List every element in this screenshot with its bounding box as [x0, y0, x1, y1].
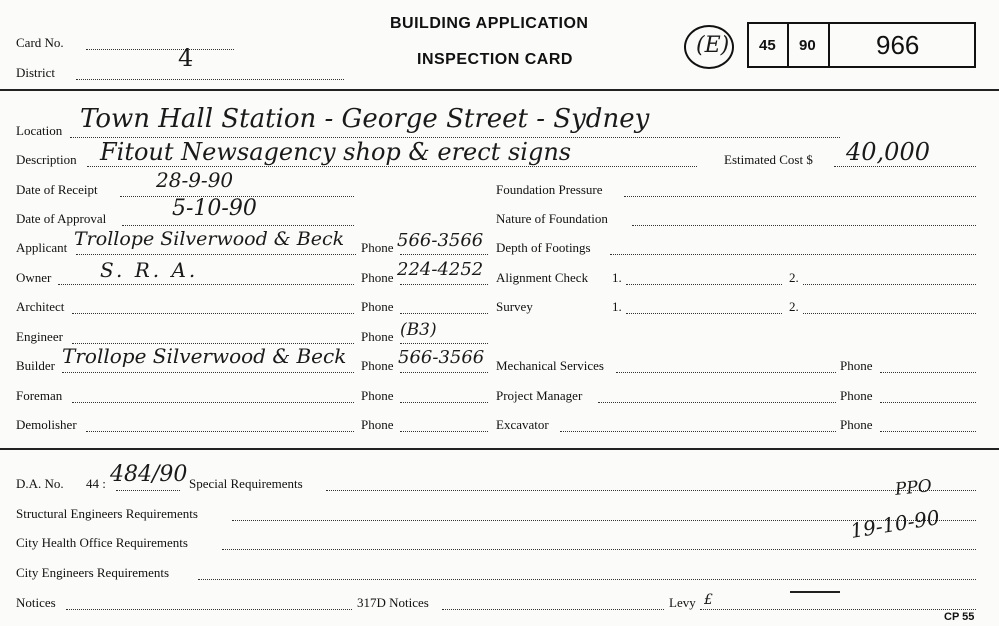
mech-services-label: Mechanical Services	[496, 358, 604, 373]
da-line[interactable]	[116, 490, 180, 491]
depth-footings-label: Depth of Footings	[496, 240, 591, 255]
card-number-value: 966	[876, 30, 920, 60]
da-value: 484/90	[110, 462, 188, 487]
applicant-line[interactable]	[76, 254, 356, 255]
levy-line[interactable]	[700, 609, 976, 610]
estimated-cost-line[interactable]	[834, 166, 976, 167]
notices-line[interactable]	[66, 609, 352, 610]
alignment-check-label: Alignment Check	[496, 270, 589, 285]
owner-label: Owner	[16, 270, 52, 285]
applicant-label: Applicant	[16, 240, 68, 255]
foreman-phone-line[interactable]	[400, 402, 488, 403]
da-label: D.A. No.	[16, 476, 64, 491]
structural-label: Structural Engineers Requirements	[16, 506, 198, 521]
levy-label: Levy	[669, 595, 696, 610]
engineer-phone-value: (B3)	[400, 320, 437, 340]
foreman-label: Foreman	[16, 388, 63, 403]
demolisher-label: Demolisher	[16, 417, 77, 432]
architect-label: Architect	[16, 299, 65, 314]
date-receipt-label: Date of Receipt	[16, 182, 98, 197]
form-title-line2: INSPECTION CARD	[417, 51, 573, 68]
project-manager-line[interactable]	[598, 402, 836, 403]
owner-phone-value: 224-4252	[397, 259, 484, 280]
builder-line[interactable]	[62, 372, 354, 373]
owner-line[interactable]	[58, 284, 354, 285]
notices-317d-line[interactable]	[442, 609, 664, 610]
date-receipt-value: 28-9-90	[156, 168, 234, 192]
special-req-line[interactable]	[326, 490, 976, 491]
applicant-value: Trollope Silverwood & Beck	[74, 228, 345, 250]
survey-num2: 2.	[789, 299, 799, 314]
notices-label: Notices	[16, 595, 56, 610]
builder-phone-value: 566-3566	[398, 347, 485, 368]
owner-phone-line[interactable]	[400, 284, 488, 285]
health-line[interactable]	[222, 549, 976, 550]
applicant-phone-label: Phone	[361, 240, 394, 255]
demolisher-line[interactable]	[86, 431, 354, 432]
code-box-b	[787, 22, 830, 68]
owner-value: S. R. A.	[100, 258, 199, 282]
description-line[interactable]	[87, 166, 697, 167]
applicant-phone-value: 566-3566	[397, 230, 484, 251]
city-eng-line[interactable]	[198, 579, 976, 580]
location-label: Location	[16, 123, 63, 138]
architect-line[interactable]	[72, 313, 354, 314]
project-manager-phone-line[interactable]	[880, 402, 976, 403]
project-manager-phone-label: Phone	[840, 388, 873, 403]
card-no-label: Card No.	[16, 35, 64, 50]
circle-stamp	[684, 25, 734, 69]
levy-value: £	[704, 592, 713, 608]
estimated-cost-value: 40,000	[846, 138, 930, 166]
form-title-line1: BUILDING APPLICATION	[390, 15, 589, 32]
foreman-line[interactable]	[72, 402, 354, 403]
owner-phone-label: Phone	[361, 270, 394, 285]
depth-footings-line[interactable]	[610, 254, 976, 255]
health-label: City Health Office Requirements	[16, 535, 188, 550]
excavator-phone-label: Phone	[840, 417, 873, 432]
header-divider	[0, 89, 999, 91]
mech-services-phone-label: Phone	[840, 358, 873, 373]
description-label: Description	[16, 152, 77, 167]
date-approval-line[interactable]	[122, 225, 354, 226]
circle-stamp-mark: (E)	[696, 33, 730, 58]
engineer-phone-label: Phone	[361, 329, 394, 344]
excavator-line[interactable]	[560, 431, 836, 432]
foundation-pressure-line[interactable]	[624, 196, 976, 197]
district-value: 4	[178, 44, 194, 72]
form-code: CP 55	[944, 611, 975, 623]
district-line[interactable]	[76, 79, 344, 80]
description-value: Fitout Newsagency shop & erect signs	[100, 138, 572, 166]
estimated-cost-label: Estimated Cost $	[724, 152, 813, 167]
survey-line1[interactable]	[626, 313, 782, 314]
city-eng-label: City Engineers Requirements	[16, 565, 170, 580]
builder-value: Trollope Silverwood & Beck	[62, 344, 347, 368]
architect-phone-label: Phone	[361, 299, 394, 314]
code-box-a-value: 45	[759, 37, 776, 54]
excavator-label: Excavator	[496, 417, 549, 432]
ppo-date: 19-10-90	[848, 505, 942, 543]
demolisher-phone-label: Phone	[361, 417, 394, 432]
card-no-line[interactable]	[86, 49, 234, 50]
survey-line2[interactable]	[803, 313, 976, 314]
foreman-phone-label: Phone	[361, 388, 394, 403]
builder-phone-label: Phone	[361, 358, 394, 373]
foundation-pressure-label: Foundation Pressure	[496, 182, 603, 197]
footer-divider	[0, 448, 999, 450]
builder-label: Builder	[16, 358, 55, 373]
alignment-check-num2: 2.	[789, 270, 799, 285]
code-box-a	[747, 22, 789, 68]
mech-services-phone-line[interactable]	[880, 372, 976, 373]
survey-label: Survey	[496, 299, 533, 314]
applicant-phone-line[interactable]	[400, 254, 488, 255]
notices-317d-label: 317D Notices	[357, 595, 429, 610]
levy-stroke	[790, 591, 840, 593]
engineer-phone-line[interactable]	[400, 343, 488, 344]
nature-foundation-line[interactable]	[632, 225, 976, 226]
date-approval-label: Date of Approval	[16, 211, 107, 226]
code-box-b-value: 90	[799, 37, 816, 54]
date-approval-value: 5-10-90	[172, 196, 257, 221]
card-number-box	[828, 22, 976, 68]
survey-num1: 1.	[612, 299, 622, 314]
demolisher-phone-line[interactable]	[400, 431, 488, 432]
mech-services-line[interactable]	[616, 372, 836, 373]
district-label: District	[16, 65, 55, 80]
alignment-check-num1: 1.	[612, 270, 622, 285]
da-prefix: 44 :	[86, 476, 106, 491]
ppo-note: PPO	[894, 476, 933, 500]
alignment-check-line1[interactable]	[626, 284, 782, 285]
nature-foundation-label: Nature of Foundation	[496, 211, 608, 226]
project-manager-label: Project Manager	[496, 388, 583, 403]
engineer-label: Engineer	[16, 329, 63, 344]
builder-phone-line[interactable]	[400, 372, 488, 373]
alignment-check-line2[interactable]	[803, 284, 976, 285]
architect-phone-line[interactable]	[400, 313, 488, 314]
location-value: Town Hall Station - George Street - Sydney	[80, 104, 650, 134]
special-req-label: Special Requirements	[189, 476, 303, 491]
excavator-phone-line[interactable]	[880, 431, 976, 432]
